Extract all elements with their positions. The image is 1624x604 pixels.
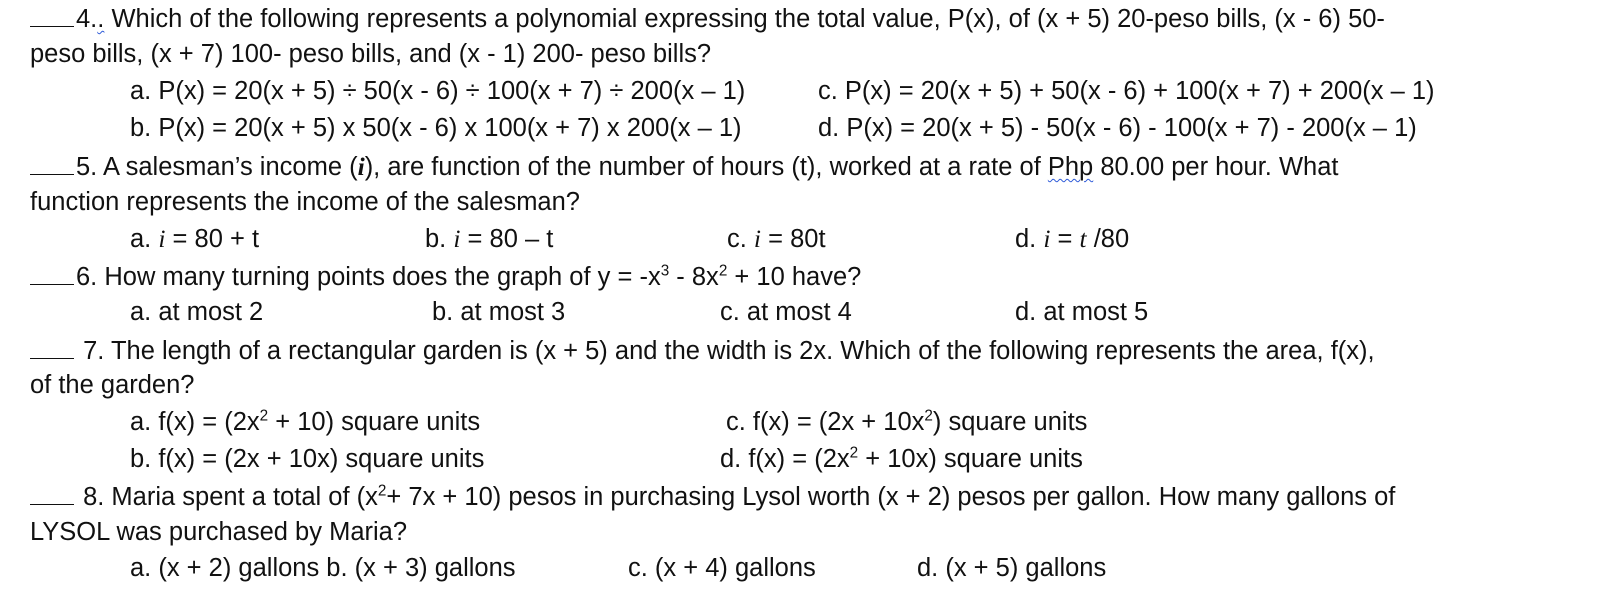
option-a-text-end: + 10) square units [268,408,481,436]
question-4-option-a: a. P(x) = 20(x + 5) ÷ 50(x - 6) ÷ 100(x + 7) ÷ 200(x – 1) [130,77,746,105]
question-5-option-b [425,224,553,254]
exponent-2: 2 [377,482,387,500]
option-c-text: c. f(x) = (2x + 10x [726,408,925,436]
question-4-number: 4. [76,5,98,33]
answer-blank-4[interactable] [30,2,74,27]
option-d-text: d. f(x) = (2x [720,445,850,473]
question-4-line-2: peso bills, (x + 7) 100- peso bills, and (x - 1) 200- peso bills? [30,40,712,68]
answer-blank-5[interactable] [30,150,74,175]
option-c-expr: = 80t [761,225,826,253]
option-d-text-end: + 10x) square units [858,445,1083,473]
option-b-variable: i [453,224,461,253]
option-d-equals: = [1050,225,1080,253]
php-currency: Php [1047,153,1094,181]
option-b-expr: = 80 – t [460,225,554,253]
exponent-2: 2 [718,262,728,280]
answer-blank-7[interactable] [30,334,74,359]
question-7-line-1 [30,334,1375,366]
option-c-label: c. [727,225,754,253]
question-6-text-b: - 8x [669,263,719,291]
question-6-option-d: d. at most 5 [1015,298,1149,326]
question-8-option-c: c. (x + 4) gallons [628,554,816,582]
option-a-text: a. f(x) = (2x [130,408,260,436]
question-5-option-d [1015,224,1129,254]
option-b-label: b. [425,225,454,253]
option-c-text-end: ) square units [932,408,1088,436]
question-6-text-a: 6. How many turning points does the graph of y = -x [76,263,661,291]
answer-blank-6[interactable] [30,260,74,285]
question-7-option-a [130,407,480,437]
question-5-text-a: 5. A salesman’s income ( [76,153,358,181]
option-c-exponent: 2 [924,407,933,425]
question-7-text: 7. The length of a rectangular garden is (x + 5) and the width is 2x. Which of the following represents the area, f(x), [76,337,1375,365]
question-4-mark: . [97,5,105,33]
option-a-exponent: 2 [259,407,269,425]
question-4-line-1 [30,2,1385,34]
question-8-text-a: 8. Maria spent a total of (x [76,483,378,511]
question-5-line-1 [30,150,1338,182]
question-4-option-c: c. P(x) = 20(x + 5) + 50(x - 6) + 100(x + 7) + 200(x – 1) [818,77,1435,105]
exponent-3: 3 [660,262,670,280]
question-5-option-a [130,224,259,254]
option-d-label: d. [1015,225,1044,253]
question-4-option-d: d. P(x) = 20(x + 5) - 50(x - 6) - 100(x + 7) - 200(x – 1) [818,114,1417,142]
question-7-option-c [726,407,1087,437]
question-6-option-a: a. at most 2 [130,298,264,326]
question-5-option-c [727,224,826,254]
option-a-variable: i [158,224,166,253]
question-8-line-2: LYSOL was purchased by Maria? [30,518,408,546]
question-6-text-c: + 10 have? [727,263,862,291]
question-5-text-b: ), are function of the number of hours (t), worked at a rate of [364,153,1048,181]
income-variable: i [357,152,365,181]
question-6-option-c: c. at most 4 [720,298,852,326]
answer-blank-8[interactable] [30,480,74,505]
option-c-variable: i [753,224,762,253]
question-4-option-b: b. P(x) = 20(x + 5) x 50(x - 6) x 100(x + 7) x 200(x – 1) [130,114,742,142]
question-7-option-b: b. f(x) = (2x + 10x) square units [130,445,485,473]
question-4-text: Which of the following represents a polynomial expressing the total value, P(x), of (x + 5) 20-peso bills, (x - 6) 50- [111,5,1385,33]
question-8-text-b: + 7x + 10) pesos in purchasing Lysol worth (x + 2) pesos per gallon. How many gallons of [386,483,1396,511]
question-5-text-c: 80.00 per hour. What [1093,153,1339,181]
question-6-line-1 [30,260,861,292]
question-7-option-d [720,444,1083,474]
option-a-label: a. [130,225,159,253]
option-d-variable: i [1043,224,1051,253]
question-8-option-ab: a. (x + 2) gallons b. (x + 3) gallons [130,554,516,582]
option-a-expr: = 80 + t [165,225,260,253]
question-8-line-1 [30,480,1395,512]
question-6-option-b: b. at most 3 [432,298,566,326]
question-5-line-2: function represents the income of the salesman? [30,188,580,216]
question-7-line-2: of the garden? [30,371,195,399]
question-8-option-d: d. (x + 5) gallons [917,554,1107,582]
option-d-variable-t: t [1079,224,1087,253]
option-d-expr: /80 [1086,225,1130,253]
option-d-exponent: 2 [849,444,859,462]
